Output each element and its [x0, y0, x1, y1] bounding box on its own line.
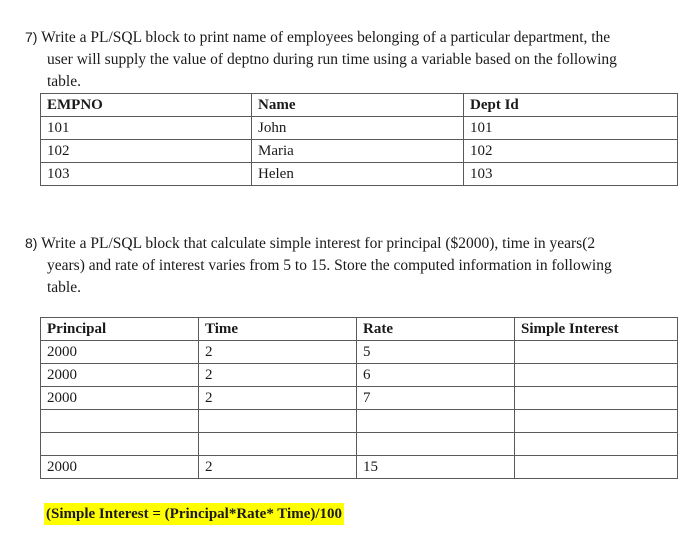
- table-cell: 15: [357, 456, 515, 479]
- column-header-dept-id: Dept Id: [464, 94, 678, 117]
- table-cell: 7: [357, 387, 515, 410]
- table-cell: 101: [464, 117, 678, 140]
- table-cell: [515, 456, 678, 479]
- question-7-number: 7): [25, 29, 38, 45]
- table-cell: [515, 341, 678, 364]
- column-header-principal: Principal: [41, 318, 199, 341]
- table-row: [41, 117, 678, 140]
- question-8-line-2: years) and rate of interest varies from 5 to 15. Store the computed information in following: [47, 257, 612, 274]
- table-cell: John: [252, 117, 464, 140]
- question-8-line-3: table.: [47, 279, 81, 296]
- table-cell: [515, 410, 678, 433]
- table-cell: Helen: [252, 163, 464, 186]
- table-row: [41, 387, 678, 410]
- question-8-line-1: Write a PL/SQL block that calculate simple interest for principal ($2000), time in years(2: [41, 235, 596, 252]
- table-cell: 2: [199, 387, 357, 410]
- table-cell: [515, 433, 678, 456]
- table-cell: 5: [357, 341, 515, 364]
- table-row: [41, 364, 678, 387]
- question-7-line-1: Write a PL/SQL block to print name of employees belonging of a particular department, the: [41, 29, 611, 46]
- column-header-time: Time: [199, 318, 357, 341]
- table-row: [41, 341, 678, 364]
- table-cell: 2000: [41, 341, 199, 364]
- table-cell: [41, 433, 199, 456]
- question-7-line-2: user will supply the value of deptno during run time using a variable based on the following: [47, 51, 617, 68]
- question-8: [25, 232, 673, 299]
- table-cell: 6: [357, 364, 515, 387]
- table-cell: 103: [41, 163, 252, 186]
- table-row: [41, 163, 678, 186]
- question-8-number: 8): [25, 235, 38, 251]
- table-cell: [515, 364, 678, 387]
- simple-interest-formula: (Simple Interest = (Principal*Rate* Time)/100: [44, 503, 344, 525]
- table-header-row: [41, 318, 678, 341]
- table-cell: 2: [199, 456, 357, 479]
- column-header-name: Name: [252, 94, 464, 117]
- table-cell: 102: [41, 140, 252, 163]
- table-cell: 2: [199, 364, 357, 387]
- interest-table: [40, 317, 678, 479]
- table-row: [41, 410, 678, 433]
- question-7: [25, 26, 673, 93]
- table-cell: 2000: [41, 456, 199, 479]
- table-cell: 101: [41, 117, 252, 140]
- table-row: [41, 140, 678, 163]
- employee-table: [40, 93, 678, 186]
- table-cell: 2000: [41, 387, 199, 410]
- table-row: [41, 433, 678, 456]
- table-cell: [357, 433, 515, 456]
- table-cell: 2: [199, 341, 357, 364]
- table-cell: 102: [464, 140, 678, 163]
- table-cell: [199, 433, 357, 456]
- column-header-simple-interest: Simple Interest: [515, 318, 678, 341]
- column-header-empno: EMPNO: [41, 94, 252, 117]
- table-cell: Maria: [252, 140, 464, 163]
- question-7-line-3: table.: [47, 73, 81, 90]
- table-row: [41, 456, 678, 479]
- table-cell: [41, 410, 199, 433]
- table-header-row: [41, 94, 678, 117]
- table-cell: [515, 387, 678, 410]
- column-header-rate: Rate: [357, 318, 515, 341]
- table-cell: [357, 410, 515, 433]
- table-cell: [199, 410, 357, 433]
- table-cell: 2000: [41, 364, 199, 387]
- table-cell: 103: [464, 163, 678, 186]
